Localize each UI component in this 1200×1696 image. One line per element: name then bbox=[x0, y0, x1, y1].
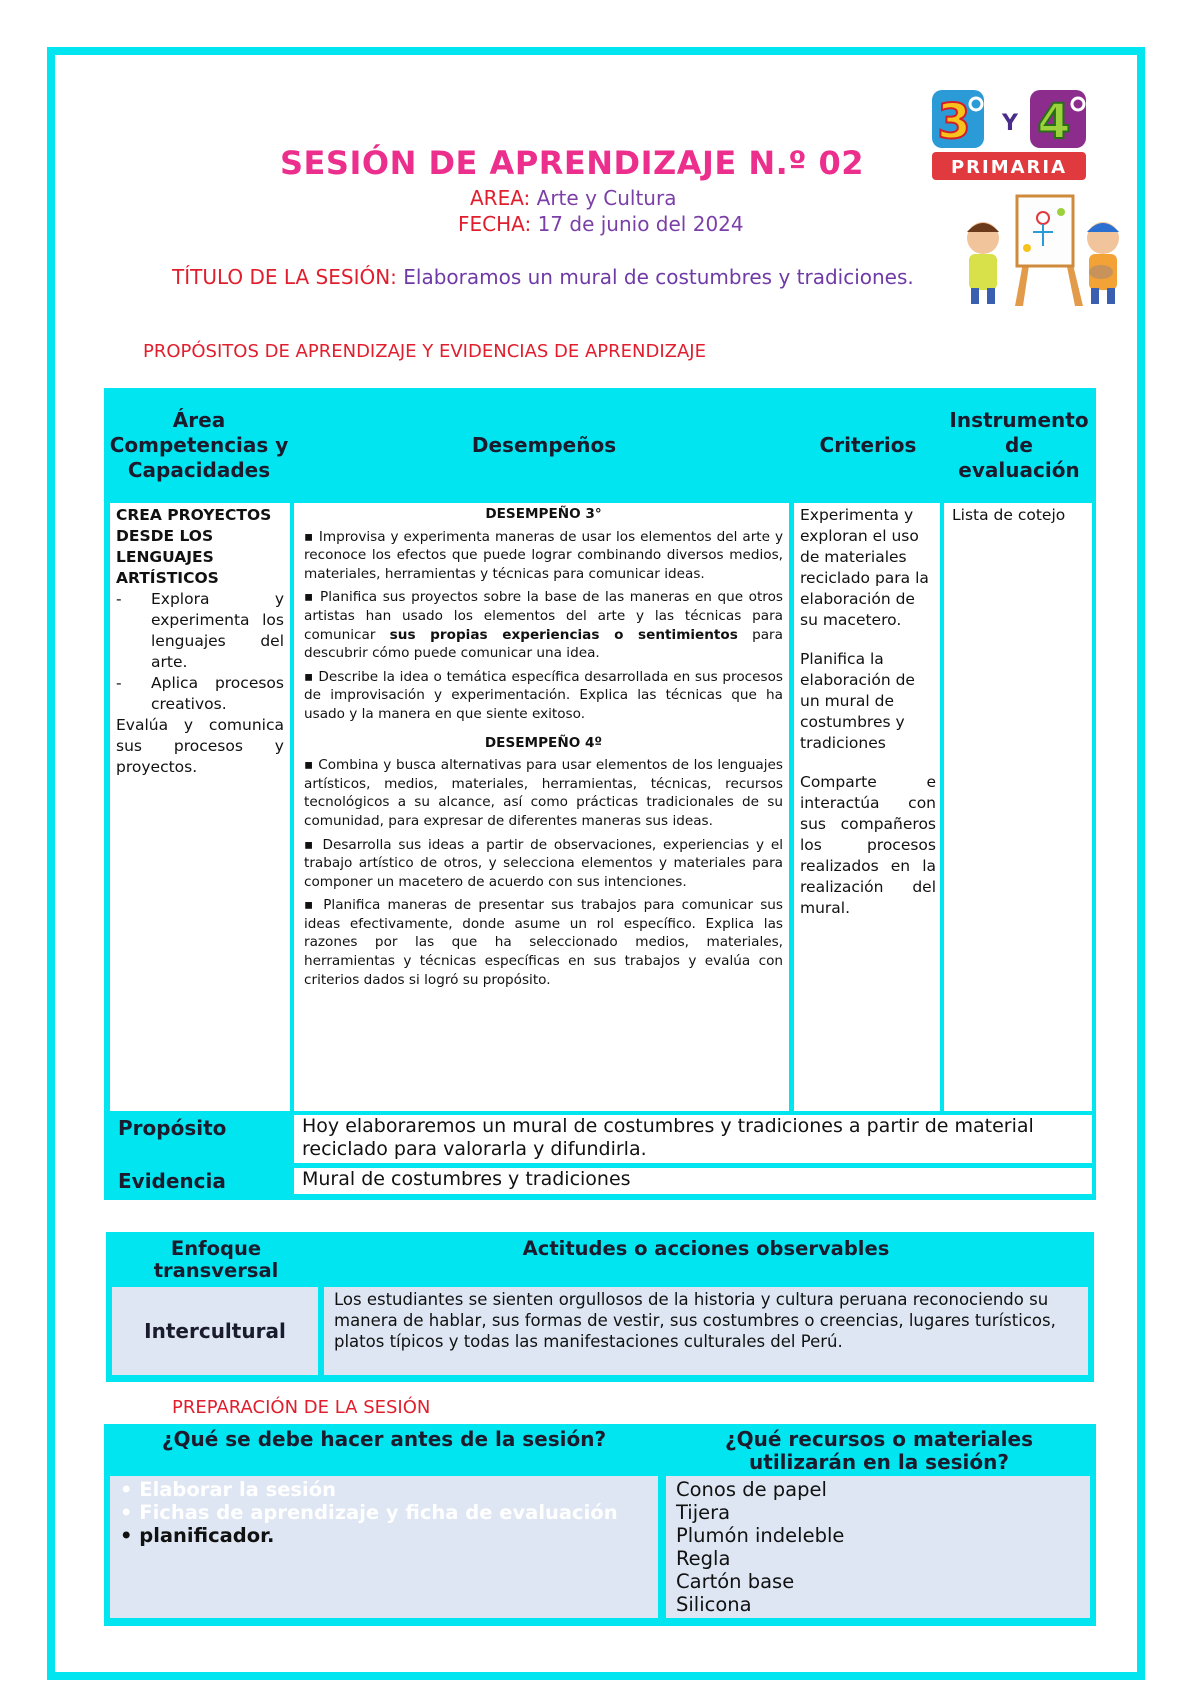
desempenos-cell bbox=[294, 503, 789, 1111]
desempeno-item: ▪ Desarrolla sus ideas a partir de observaciones, experiencias y el trabajo artístico de otros, y selecciona elementos y materiales para componer un macetero de acuerdo con sus intenciones. bbox=[304, 836, 783, 890]
enfoque-value: Intercultural bbox=[112, 1287, 318, 1375]
area-value: Arte y Cultura bbox=[536, 186, 677, 210]
criterio-item: Planifica la elaboración de un mural de costumbres y tradiciones bbox=[800, 650, 915, 752]
criterio-item: Experimenta y exploran el uso de materiales reciclado para la elaboración de su macetero. bbox=[800, 506, 929, 629]
antes-item: • Fichas de aprendizaje y ficha de evaluación bbox=[120, 1501, 618, 1524]
primaria-text: PRIMARIA bbox=[950, 157, 1068, 178]
desempeno-item: ▪ Describe la idea o temática específica desarrollada en sus procesos de improvisación y experimentación. Explica las técnicas que ha usado y la manera en que siente exitoso. bbox=[304, 668, 783, 722]
purposes-table bbox=[104, 388, 1096, 1200]
capacity-item: - Aplica procesos creativos. bbox=[116, 674, 284, 713]
material-item: Regla bbox=[676, 1547, 731, 1570]
desempeno-item: ▪ Combina y busca alternativas para usar elementos de los lenguajes artísticos, medios, materiales, herramientas, técnicas, recursos tecnológicos a su alcance, así como prácticas tradicionales de su comunidad, para expresar de diferentes maneras sus ideas. bbox=[304, 757, 783, 829]
criterios-cell bbox=[794, 503, 940, 1111]
preparacion-table bbox=[104, 1424, 1096, 1626]
desempeno-3-title: DESEMPEÑO 3° bbox=[485, 506, 602, 522]
instrumento-cell bbox=[944, 503, 1092, 1111]
material-item: Plumón indeleble bbox=[676, 1524, 845, 1547]
conjunction-text: Y bbox=[1002, 111, 1018, 136]
header-enfoque: Enfoque transversal bbox=[153, 1237, 279, 1282]
antes-item: • planificador. bbox=[120, 1524, 275, 1547]
header-antes: ¿Qué se debe hacer antes de la sesión? bbox=[161, 1427, 607, 1451]
desempeno-4-title: DESEMPEÑO 4º bbox=[484, 734, 603, 751]
proposito-label: Propósito bbox=[118, 1116, 227, 1140]
desempeno-item: ▪ Planifica maneras de presentar sus trabajos para comunicar sus ideas efectivamente, donde asume un rol específico. Explica las razones por las que ha seleccionado medios, materiales, herramientas y técnicas específicas en sus trabajos y evalúa con criterios dados si logró su propósito. bbox=[304, 897, 783, 988]
material-item: Tijera bbox=[676, 1501, 731, 1524]
material-item: Cartón base bbox=[676, 1570, 795, 1593]
evidencia-value: Mural de costumbres y tradiciones bbox=[294, 1168, 1092, 1194]
grade-3-text: 3 bbox=[937, 94, 971, 150]
date-label: FECHA: bbox=[458, 212, 532, 236]
area-line bbox=[470, 186, 676, 210]
capacity-item: - Explora y experimenta los lenguajes del arte. bbox=[116, 590, 284, 671]
header-materiales: ¿Qué recursos o materiales utilizarán en la sesión? bbox=[725, 1427, 1033, 1474]
actitudes-value: Los estudiantes se sienten orgullosos de la historia y cultura peruana reconociendo su manera de hablar, sus formas de vestir, sus costumbres o creencias, lugares turísticos, platos típicos y todas las manifestaciones culturales del Perú. bbox=[324, 1287, 1088, 1375]
capacity-item-last: Evalúa y comunica sus procesos y proyectos. bbox=[116, 716, 284, 776]
section-preparacion-title: PREPARACIÓN DE LA SESIÓN bbox=[172, 1397, 431, 1418]
page-title: SESIÓN DE APRENDIZAJE N.º 02 bbox=[280, 144, 865, 182]
materiales-list bbox=[666, 1476, 1090, 1618]
section-purposes-title: PROPÓSITOS DE APRENDIZAJE Y EVIDENCIAS DE APRENDIZAJE bbox=[143, 341, 706, 362]
header-instrumento: Instrumento de evaluación bbox=[949, 407, 1089, 482]
evidencia-label: Evidencia bbox=[118, 1169, 226, 1193]
kids-painting-illustration bbox=[955, 188, 1130, 308]
grade-4-text: 4 bbox=[1037, 94, 1071, 150]
header-actitudes: Actitudes o acciones observables bbox=[522, 1237, 890, 1260]
enfoque-table bbox=[106, 1232, 1094, 1382]
session-title-value: Elaboramos un mural de costumbres y tradiciones. bbox=[403, 265, 914, 289]
area-label: AREA: bbox=[470, 186, 531, 210]
criterio-item: Comparte e interactúa con sus compañeros los procesos realizados en la realización del mural. bbox=[800, 773, 936, 917]
date-value: 17 de junio del 2024 bbox=[537, 212, 744, 236]
desempeno-item: ▪ Planifica sus proyectos sobre la base de las maneras en que otros artistas han usado los elementos del arte y las técnicas para comunicar sus propias experiencias o sentimientos para descubrir cómo puede comunicar una idea. bbox=[304, 589, 783, 662]
antes-item: • Elaborar la sesión bbox=[120, 1478, 336, 1501]
date-line bbox=[458, 212, 744, 236]
material-item: Silicona bbox=[676, 1593, 752, 1616]
header-desempenos: Desempeños bbox=[471, 432, 617, 457]
header-criterios: Criterios bbox=[819, 432, 917, 457]
grade-badge bbox=[930, 88, 1090, 182]
instrumento-value: Lista de cotejo bbox=[952, 506, 1066, 524]
material-item: Conos de papel bbox=[676, 1478, 827, 1501]
competency-cell bbox=[110, 503, 290, 1111]
desempeno-item: ▪ Improvisa y experimenta maneras de usar los elementos del arte y reconoce los efectos que puede lograr combinando diversos medios, materiales, herramientas y técnicas para comunicar ideas. bbox=[304, 528, 783, 582]
session-title bbox=[172, 264, 952, 291]
antes-list bbox=[110, 1476, 658, 1618]
competency-name: CREA PROYECTOS DESDE LOS LENGUAJES ARTÍSTICOS bbox=[116, 506, 272, 587]
proposito-value: Hoy elaboraremos un mural de costumbres y tradiciones a partir de material reciclado para valorarla y difundirla. bbox=[294, 1115, 1092, 1163]
session-title-label: TÍTULO DE LA SESIÓN: bbox=[172, 265, 397, 289]
header-area-competencias: Área Competencias y Capacidades bbox=[109, 407, 289, 482]
